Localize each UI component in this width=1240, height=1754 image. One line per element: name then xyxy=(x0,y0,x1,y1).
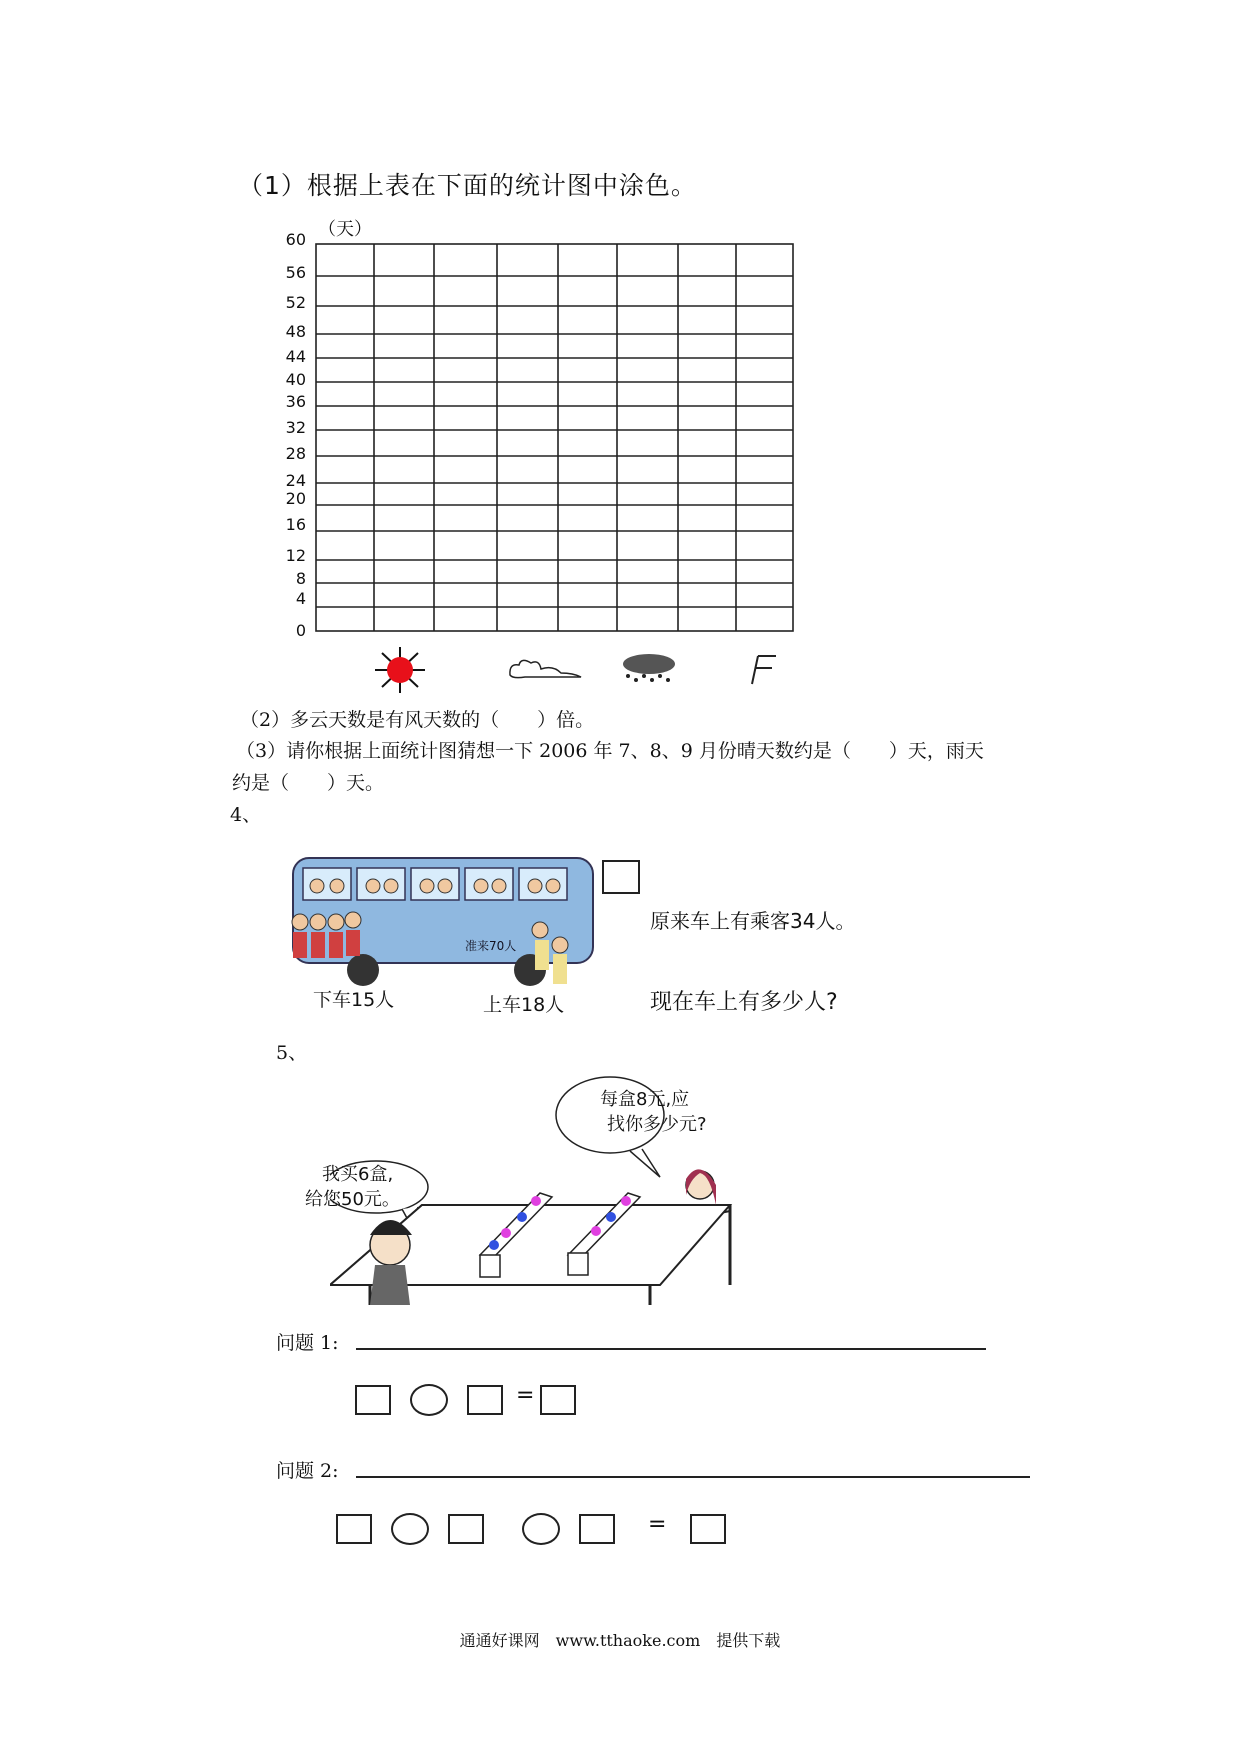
problem-2-answer-line[interactable] xyxy=(356,1476,1030,1478)
sun-icon xyxy=(370,645,430,695)
cloud-icon xyxy=(505,655,585,685)
y-tick: 8 xyxy=(295,569,306,588)
y-tick: 4 xyxy=(295,589,306,608)
y-tick: 24 xyxy=(285,471,306,490)
problem-1-equals: = xyxy=(516,1383,535,1408)
problem-2-operator-circle-1[interactable] xyxy=(391,1513,429,1545)
y-tick: 20 xyxy=(285,489,306,508)
bus-origin-text: 原来车上有乘客34人。 xyxy=(650,909,856,933)
problem-1-label: 问题 1: xyxy=(276,1332,339,1354)
y-tick: 40 xyxy=(285,370,306,389)
problem-1-box-1[interactable] xyxy=(355,1385,391,1415)
problem-1-answer-line[interactable] xyxy=(356,1348,986,1350)
problem-1-operator-circle[interactable] xyxy=(410,1384,448,1416)
seller-bubble-line-1: 每盒8元,应 xyxy=(600,1089,690,1110)
bus-question-text: 现在车上有多少人? xyxy=(650,990,838,1015)
question-5-label: 5、 xyxy=(276,1042,308,1064)
problem-1-result-box[interactable] xyxy=(540,1385,576,1415)
bus-label-down: 下车15人 xyxy=(313,989,395,1011)
problem-2-operator-circle-2[interactable] xyxy=(522,1513,560,1545)
y-tick: 60 xyxy=(285,230,306,249)
problem-2-box-3[interactable] xyxy=(579,1514,615,1544)
bus-label-up: 上车18人 xyxy=(483,994,565,1016)
girl-bubble-line-2: 给您50元。 xyxy=(305,1189,400,1210)
question-4-label: 4、 xyxy=(230,804,262,826)
bus-answer-box[interactable] xyxy=(602,860,640,894)
wind-icon xyxy=(742,652,782,688)
seller-bubble-line-2: 找你多少元? xyxy=(607,1114,707,1135)
y-tick: 56 xyxy=(285,263,306,282)
y-tick: 16 xyxy=(285,515,306,534)
question-1-title: （1）根据上表在下面的统计图中涂色。 xyxy=(238,171,697,200)
y-tick: 12 xyxy=(285,546,306,565)
footer-source: 通通好课网 www.tthaoke.com 提供下载 xyxy=(459,1631,781,1650)
y-tick: 0 xyxy=(295,621,306,640)
chart-unit-label: （天） xyxy=(318,219,372,240)
problem-2-result-box[interactable] xyxy=(690,1514,726,1544)
y-tick: 52 xyxy=(285,293,306,312)
problem-1-box-2[interactable] xyxy=(467,1385,503,1415)
y-tick: 32 xyxy=(285,418,306,437)
y-tick: 36 xyxy=(285,392,306,411)
y-tick: 48 xyxy=(285,322,306,341)
bus-sign: 准来70人 xyxy=(465,939,517,953)
blank-bar-grid xyxy=(300,230,800,640)
question-3-line-2: 约是（ ）天。 xyxy=(232,772,385,794)
problem-2-label: 问题 2: xyxy=(276,1460,339,1482)
problem-2-equals: = xyxy=(648,1512,667,1537)
question-2-text: （2）多云天数是有风天数的（ ）倍。 xyxy=(240,709,595,731)
problem-2-box-1[interactable] xyxy=(336,1514,372,1544)
y-tick: 44 xyxy=(285,347,306,366)
y-tick: 28 xyxy=(285,444,306,463)
problem-2-box-2[interactable] xyxy=(448,1514,484,1544)
rain-icon xyxy=(620,650,678,686)
question-3-line-1: （3）请你根据上面统计图猜想一下 2006 年 7、8、9 月份晴天数约是（ ）天，雨天 xyxy=(236,740,984,762)
girl-bubble-line-1: 我买6盒, xyxy=(322,1164,394,1185)
